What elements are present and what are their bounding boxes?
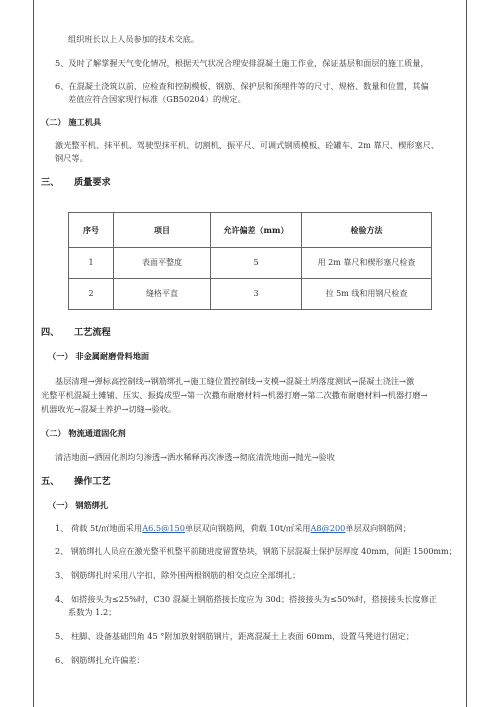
list-item: 2、 钢筋绑扎人员应在激光整平机整平前随进度留置垫块，钢筋下层混凝土保护层厚度 40mm，间距 1500mm；: [55, 547, 457, 556]
subsection-heading: （一） 钢筋绑扎: [48, 500, 109, 510]
table-header-cell: 检验方法: [302, 213, 432, 248]
subsection-heading: （二） 施工机具: [41, 117, 102, 127]
table-header-row: [69, 213, 432, 248]
text-span: 单层双向钢筋网，荷载 10t/㎡采用: [184, 523, 311, 533]
table-cell: 1: [69, 248, 114, 279]
text-line: 激光整平机、抹平机、驾驶型抹平机、切割机、振平尺、可调式钢质模板、砼罐车、2m 靠尺、楔形塞尺、: [55, 140, 440, 150]
text-line: 清洁地面→洒固化剂均匀渗透→洒水稀释再次渗透→彻底清洗地面→抛光→验收: [55, 452, 335, 462]
text-line: 组织班长以上人员参加的技术交底。: [68, 34, 200, 44]
table-cell: 缝格平直: [114, 279, 211, 310]
section-number: 四、: [41, 327, 60, 338]
table-row: [69, 248, 432, 279]
table-header-cell: 序号: [69, 213, 114, 248]
table-cell: 5: [211, 248, 302, 279]
list-item: 4、 如搭接头为≤25%时，C30 混凝土钢筋搭接长度应为 30d；搭接接头为≤50%时，搭接接头长度修正: [55, 594, 438, 604]
list-item: 系数为 1.2；: [68, 607, 117, 617]
rebar-spec-link[interactable]: A8@200: [310, 523, 346, 533]
text-line: 机器收光→混凝土养护→切缝→验收。: [41, 404, 177, 414]
section-number: 三、: [41, 177, 60, 188]
quality-table: [68, 212, 432, 310]
section-heading: 质量要求: [74, 177, 111, 188]
table-cell: 拉 5m 线和用钢尺检查: [302, 279, 432, 310]
section-number: 五、: [41, 476, 60, 487]
text-line: 基层清理→弹标高控制线→钢筋绑扎→施工缝位置控制线→支模→混凝土坍落度测试→混凝土浇注→激: [55, 376, 415, 386]
text-line: 5、及时了解掌握天气变化情况，根据天气状况合理安排混凝土施工作业，保证基层和面层的施工质量，: [55, 58, 429, 68]
table-cell: 表面平整度: [114, 248, 211, 279]
subsection-heading: （一） 非金属耐磨骨料地面: [48, 351, 150, 361]
text-line: 光整平机混凝土摊铺、压实、振捣成型→第一次撒布耐磨材料→机器打磨→第二次撒布耐磨材料→机器打磨→: [41, 390, 428, 400]
section-heading: 操作工艺: [74, 476, 111, 487]
list-item: 6、 钢筋绑扎允许偏差：: [55, 655, 145, 665]
text-line: 钢尺等。: [55, 153, 88, 163]
section-heading: 工艺流程: [74, 327, 111, 338]
subsection-heading: （二） 物流通道固化剂: [41, 428, 126, 438]
text-span: 1、 荷载 5t/㎡地面采用: [55, 523, 143, 533]
list-item: [55, 523, 411, 533]
table-cell: 用 2m 靠尺和楔形塞尺检查: [302, 248, 432, 279]
text-line: 6、在混凝土浇筑以前，应检查和控制模板、钢筋、保护层和预埋件等的尺寸、规格、数量和位置，其偏: [55, 81, 429, 91]
list-item: 3、 钢筋绑扎时采用八字扣，除外围两根钢筋的相交点应全部绑扎；: [55, 570, 301, 580]
list-item: 5、 柱脚、设备基础凹角 45 °附加放射钢筋钢片，距离混凝土上表面 60mm，设置马凳进行固定；: [55, 631, 415, 641]
table-header-cell: 项目: [114, 213, 211, 248]
table-row: [69, 279, 432, 310]
table-header-cell: 允许偏差（mm）: [211, 213, 302, 248]
table-cell: 2: [69, 279, 114, 310]
text-line: 差值应符合国家现行标准（GB50204）的规定。: [68, 94, 246, 104]
table-cell: 3: [211, 279, 302, 310]
text-span: 单层双向钢筋网；: [345, 523, 411, 533]
rebar-spec-link[interactable]: A6.5@150: [142, 523, 185, 533]
